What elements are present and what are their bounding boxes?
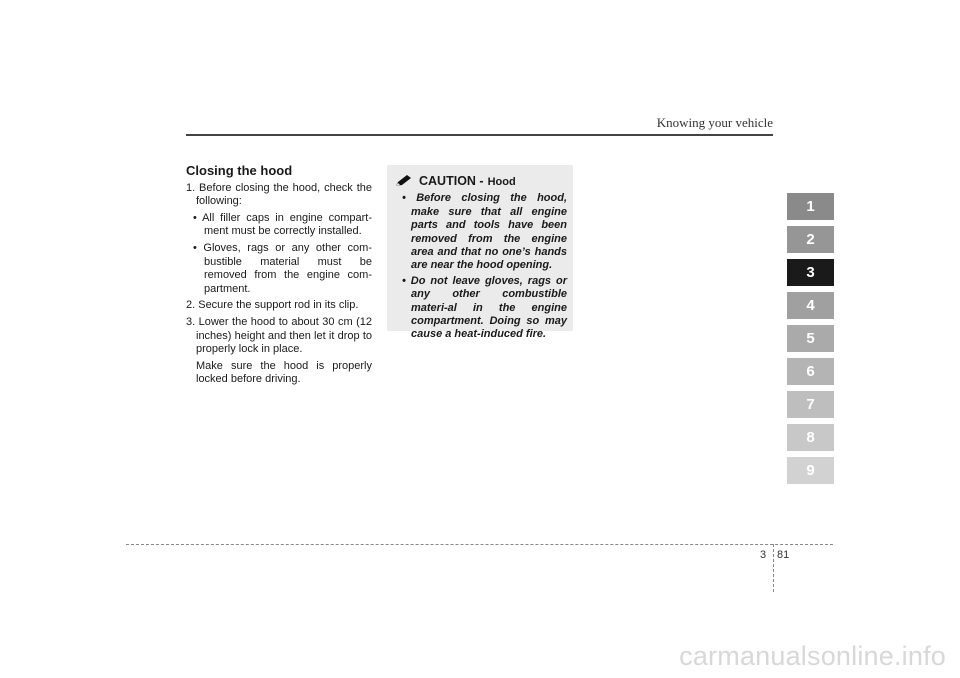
pencil-caution-icon <box>395 175 413 187</box>
step-1: 1. Before closing the hood, check the following: <box>186 181 372 208</box>
watermark: carmanualsonline.info <box>679 641 946 671</box>
caution-item-tools: • Before closing the hood, make sure that all engine parts and tools have been removed from the engine area and that no one’s hands are near the hood opening. <box>402 192 567 272</box>
chapter-tab-5[interactable]: 5 <box>787 325 834 352</box>
caution-header <box>395 173 567 189</box>
chapter-tab-3[interactable]: 3 <box>787 259 834 286</box>
main-column <box>186 164 372 390</box>
footer-chapter-number: 3 <box>760 549 767 561</box>
caution-label: CAUTION - <box>419 174 484 188</box>
running-header-title: Knowing your vehicle <box>656 115 773 130</box>
chapter-tab-7[interactable]: 7 <box>787 391 834 418</box>
closing-note: Make sure the hood is properly locked before driving. <box>196 359 372 386</box>
bullet-combustibles: • Gloves, rags or any other com-bustible material must be removed from the engine com-partment. <box>193 241 372 295</box>
footer-divider <box>773 544 774 592</box>
chapter-tab-6[interactable]: 6 <box>787 358 834 385</box>
section-title: Closing the hood <box>186 163 293 178</box>
step-3: 3. Lower the hood to about 30 cm (12 inches) height and then let it drop to properly lock in place. <box>186 315 372 356</box>
caution-topic: Hood <box>487 176 516 188</box>
chapter-tab-1[interactable]: 1 <box>787 193 834 220</box>
chapter-tabs <box>787 193 834 490</box>
caution-box <box>387 165 573 341</box>
step-2: 2. Secure the support rod in its clip. <box>186 299 359 312</box>
chapter-tab-2[interactable]: 2 <box>787 226 834 253</box>
footer-rule <box>126 544 833 545</box>
chapter-tab-4[interactable]: 4 <box>787 292 834 319</box>
chapter-tab-8[interactable]: 8 <box>787 424 834 451</box>
chapter-tab-9[interactable]: 9 <box>787 457 834 484</box>
bullet-filler-caps: • All filler caps in engine compart-ment must be correctly installed. <box>193 211 372 238</box>
header-rule <box>186 134 773 136</box>
footer-page-number: 81 <box>777 549 790 561</box>
caution-item-combustibles: • Do not leave gloves, rags or any other combustible materi-al in the engine compartment. Doing so may cause a heat-induced fire. <box>402 274 567 341</box>
